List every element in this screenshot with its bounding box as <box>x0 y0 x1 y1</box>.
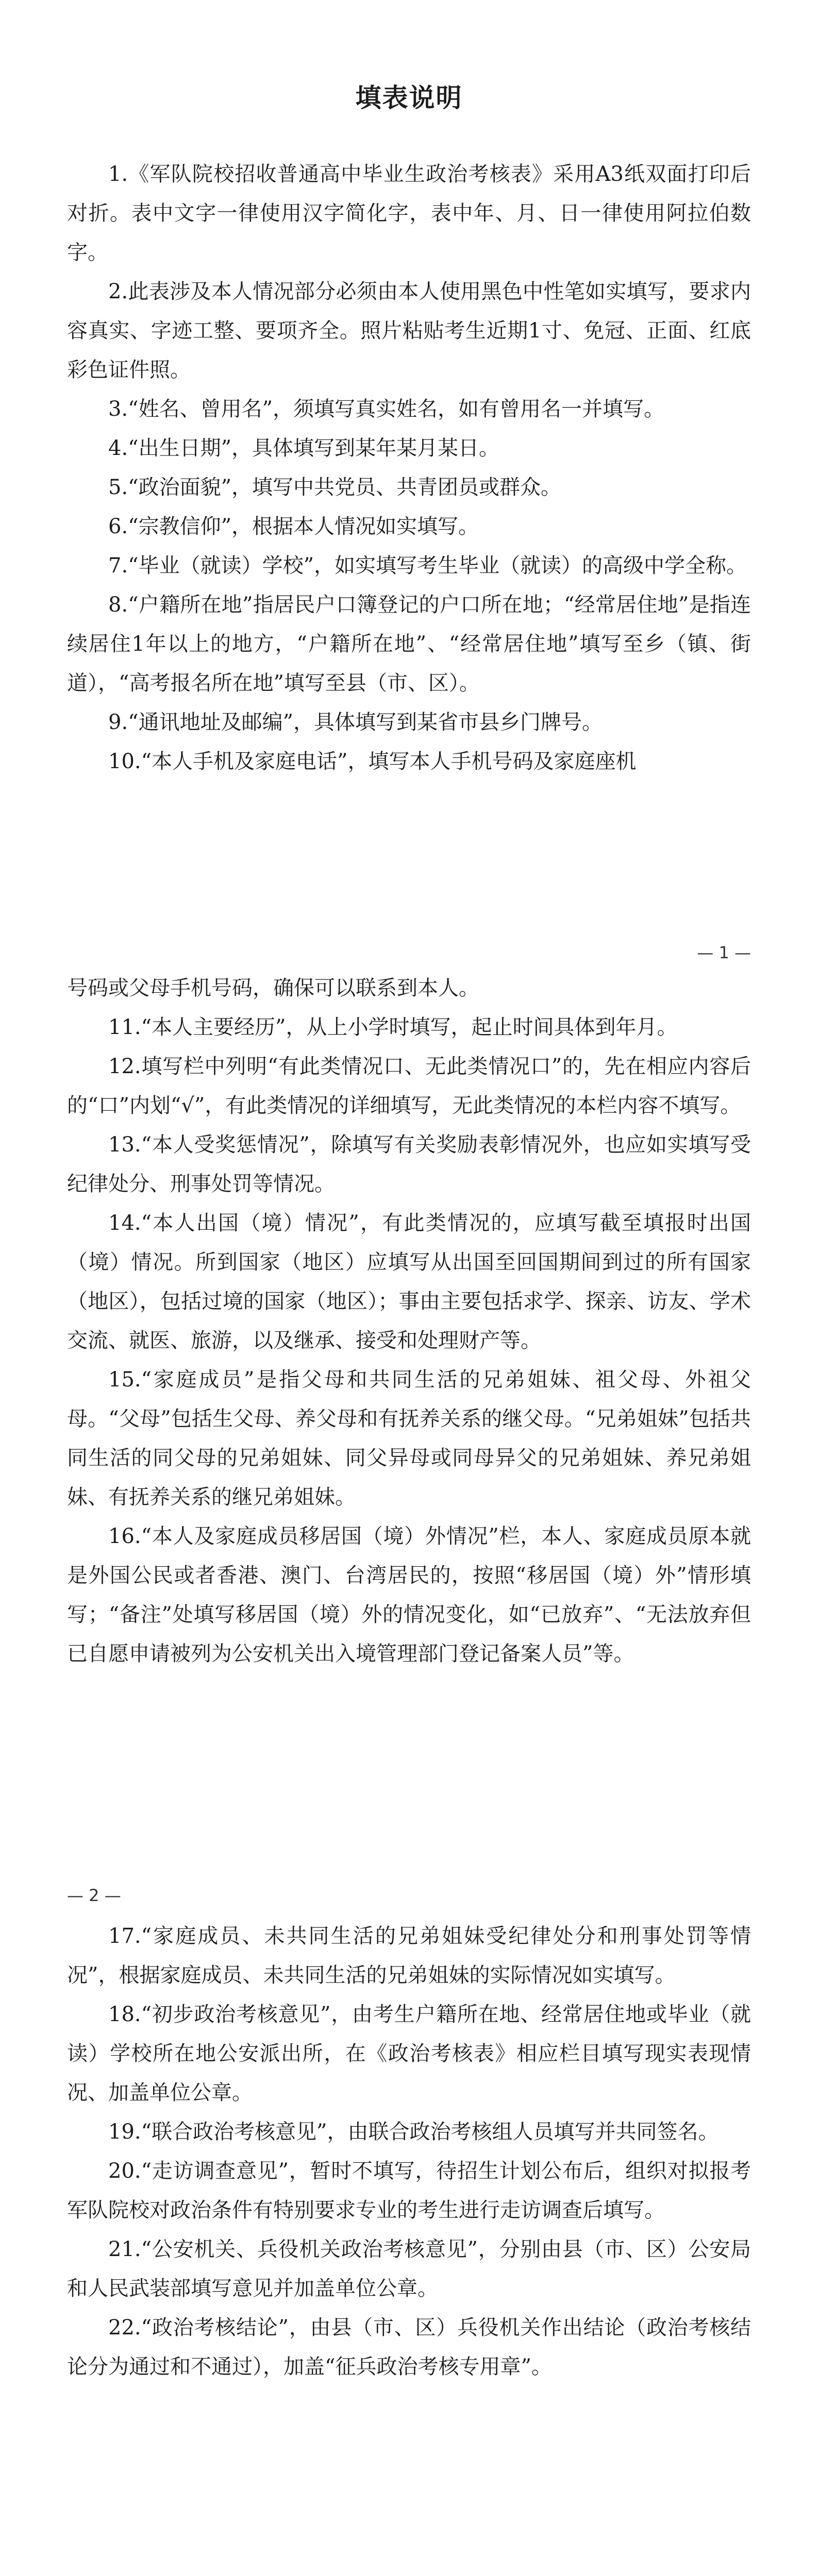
instruction-9: 9.“通讯地址及邮编”，具体填写到某省市县乡门牌号。 <box>108 710 603 734</box>
instruction-15: 15.“家庭成员”是指父母和共同生活的兄弟姐妹、祖父母、外祖父母。“父母”包括生父母、养父母和有抚养关系的继父母。“兄弟姐妹”包括共同生活的同父母的兄弟姐妹、同父异母或同母异父的兄弟姐妹、养兄弟姐妹、有抚养关系的继兄弟姐妹。 <box>67 1368 751 1509</box>
instruction-16: 16.“本人及家庭成员移居国（境）外情况”栏，本人、家庭成员原本就是外国公民或者香港、澳门、台湾居民的，按照“移居国（境）外”情形填写；“备注”处填写移居国（境）外的情况变化，如“已放弃”、“无法放弃但已自愿申请被列为公安机关出入境管理部门登记备案人员”等。 <box>67 1524 751 1666</box>
instruction-8: 8.“户籍所在地”指居民户口簿登记的户口所在地；“经常居住地”是指连续居住1年以上的地方，“户籍所在地”、“经常居住地”填写至乡（镇、街道），“高考报名所在地”填写至县（市、区）。 <box>67 593 751 695</box>
instruction-21: 21.“公安机关、兵役机关政治考核意见”，分别由县（市、区）公安局和人民武装部填写意见并加盖单位公章。 <box>67 2238 751 2300</box>
page-2-body <box>67 969 751 1673</box>
instruction-6: 6.“宗教信仰”，根据本人情况如实填写。 <box>108 515 479 538</box>
instruction-17: 17.“家庭成员、未共同生活的兄弟姐妹受纪律处分和刑事处罚等情况”，根据家庭成员、未共同生活的兄弟姐妹的实际情况如实填写。 <box>67 1924 751 1987</box>
instruction-1: 1.《军队院校招收普通高中毕业生政治考核表》采用A3纸双面打印后对折。表中文字一律使用汉字简化字，表中年、月、日一律使用阿拉伯数字。 <box>67 162 751 264</box>
instruction-14: 14.“本人出国（境）情况”，有此类情况的，应填写截至填报时出国（境）情况。所到国家（地区）应填写从出国至回国期间到过的所有国家（地区），包括过境的国家（地区）；事由主要包括求学、探亲、访友、学术交流、就医、旅游，以及继承、接受和处理财产等。 <box>67 1211 751 1352</box>
instruction-20: 20.“走访调查意见”，暂时不填写，待招生计划公布后，组织对拟报考军队院校对政治条件有特别要求专业的考生进行走访调查后填写。 <box>67 2159 751 2222</box>
instruction-2: 2.此表涉及本人情况部分必须由本人使用黑色中性笔如实填写，要求内容真实、字迹工整、要项齐全。照片粘贴考生近期1寸、免冠、正面、红底彩色证件照。 <box>67 280 751 382</box>
instruction-18: 18.“初步政治考核意见”，由考生户籍所在地、经常居住地或毕业（就读）学校所在地公安派出所，在《政治考核表》相应栏目填写现实表现情况、加盖单位公章。 <box>67 2003 751 2105</box>
instruction-4: 4.“出生日期”，具体填写到某年某月某日。 <box>108 436 500 460</box>
instruction-12: 12.填写栏中列明“有此类情况口、无此类情况口”的，先在相应内容后的“口”内划“√”，有此类情况的详细填写，无此类情况的本栏内容不填写。 <box>67 1055 751 1117</box>
instruction-10: 10.“本人手机及家庭电话”，填写本人手机号码及家庭座机 <box>108 750 637 773</box>
instruction-19: 19.“联合政治考核意见”，由联合政治考核组人员填写并共同签名。 <box>108 2120 719 2144</box>
instruction-3: 3.“姓名、曾用名”，须填写真实姓名，如有曾用名一并填写。 <box>108 397 665 421</box>
instruction-11: 11.“本人主要经历”，从上小学时填写，起止时间具体到年月。 <box>108 1015 678 1039</box>
instruction-5: 5.“政治面貌”，填写中共党员、共青团员或群众。 <box>108 476 562 499</box>
page-number-2: — 2 — <box>67 1886 121 1905</box>
instruction-10-continued: 号码或父母手机号码，确保可以联系到本人。 <box>67 976 479 1000</box>
instruction-7: 7.“毕业（就读）学校”，如实填写考生毕业（就读）的高级中学全称。 <box>108 554 747 578</box>
page-1-body <box>67 155 751 781</box>
instruction-13: 13.“本人受奖惩情况”，除填写有关奖励表彰情况外，也应如实填写受纪律处分、刑事处罚等情况。 <box>67 1133 751 1196</box>
page-number-1: — 1 — <box>697 943 751 962</box>
instruction-22: 22.“政治考核结论”，由县（市、区）兵役机关作出结论（政治考核结论分为通过和不通过），加盖“征兵政治考核专用章”。 <box>67 2316 751 2379</box>
page-title: 填表说明 <box>355 83 463 113</box>
page-3-body <box>67 1917 751 2386</box>
